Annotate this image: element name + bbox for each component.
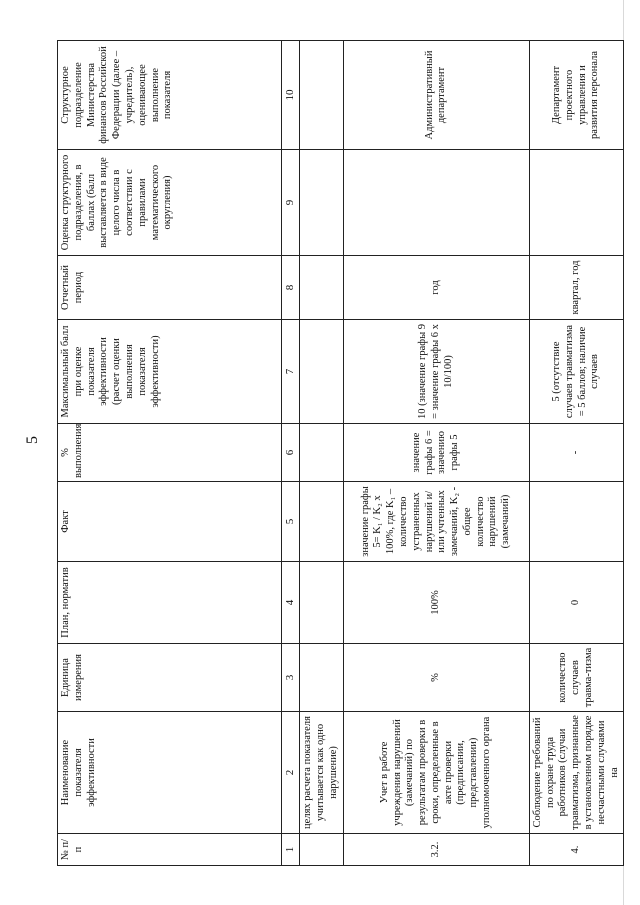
header-department: Структурное подразделение Министерства финансов Российской Федерации (далее – учредитель), оценивающее выполнение показателя bbox=[58, 41, 282, 150]
rotated-table-frame bbox=[57, 41, 620, 866]
unit-cell bbox=[300, 644, 343, 712]
column-number: 4 bbox=[282, 562, 300, 644]
max-score-cell bbox=[300, 320, 343, 424]
header-fact: Факт bbox=[58, 482, 282, 562]
department-cell bbox=[300, 41, 343, 150]
header-name: Наименование показателя эффективности bbox=[58, 712, 282, 834]
header-percent: % выполнения bbox=[58, 424, 282, 482]
header-unit: Единица измерения bbox=[58, 644, 282, 712]
period-cell: квартал, год bbox=[529, 256, 624, 320]
unit-cell: % bbox=[343, 644, 529, 712]
plan-cell bbox=[300, 562, 343, 644]
performance-indicators-table bbox=[57, 40, 624, 866]
plan-cell: 100% bbox=[343, 562, 529, 644]
indicator-name: целях расчета показателя учитывается как одно нарушение) bbox=[300, 712, 343, 834]
department-cell: Департамент проектного управления и развития персонала bbox=[529, 41, 624, 150]
fact-cell bbox=[529, 482, 624, 562]
row-number: 4. bbox=[529, 834, 624, 866]
table-row bbox=[343, 41, 529, 866]
column-number: 9 bbox=[282, 150, 300, 256]
score-cell bbox=[529, 150, 624, 256]
header-row bbox=[58, 41, 282, 866]
table-row bbox=[529, 41, 624, 866]
max-score-cell: 10 (значение графы 9 = значение графы 6 x 10/100) bbox=[343, 320, 529, 424]
score-cell bbox=[343, 150, 529, 256]
row-number: 3.2. bbox=[343, 834, 529, 866]
max-score-cell: 5 (отсутствие случаев травматизма = 5 баллов; наличие случаев bbox=[529, 320, 624, 424]
header-num: № п/п bbox=[58, 834, 282, 866]
header-score: Оценка структурного подразделения, в баллах (балл выставляется в виде целого числа в соответствии с правилами математического округления) bbox=[58, 150, 282, 256]
plan-cell: 0 bbox=[529, 562, 624, 644]
percent-cell: значение графы 6 = значению графы 5 bbox=[343, 424, 529, 482]
table-row bbox=[300, 41, 343, 866]
unit-cell: количество случаев травма-тизма bbox=[529, 644, 624, 712]
column-number: 6 bbox=[282, 424, 300, 482]
column-number-row bbox=[282, 41, 300, 866]
percent-cell: - bbox=[529, 424, 624, 482]
fact-cell bbox=[300, 482, 343, 562]
column-number: 2 bbox=[282, 712, 300, 834]
column-number: 3 bbox=[282, 644, 300, 712]
department-cell: Административный департамент bbox=[343, 41, 529, 150]
column-number: 7 bbox=[282, 320, 300, 424]
page-number: 5 bbox=[24, 436, 41, 444]
column-number: 1 bbox=[282, 834, 300, 866]
indicator-name: Учет в работе учреждения нарушений (замечаний) по результатам проверки в сроки, определенные в акте проверки (предписании, представлении) уполномоченного органа bbox=[343, 712, 529, 834]
column-number: 10 bbox=[282, 41, 300, 150]
row-number bbox=[300, 834, 343, 866]
header-period: Отчетный период bbox=[58, 256, 282, 320]
score-cell bbox=[300, 150, 343, 256]
period-cell: год bbox=[343, 256, 529, 320]
header-max-score: Максимальный балл при оценке показателя эффективности (расчет оценки выполнения показателя эффективности) bbox=[58, 320, 282, 424]
indicator-name: Соблюдение требований по охране труда работников (случаи травматизма, признанные в установленном порядке несчастными случаями на bbox=[529, 712, 624, 834]
column-number: 8 bbox=[282, 256, 300, 320]
column-number: 5 bbox=[282, 482, 300, 562]
period-cell bbox=[300, 256, 343, 320]
percent-cell bbox=[300, 424, 343, 482]
header-plan: План, норматив bbox=[58, 562, 282, 644]
fact-cell: значение графы 5= K₁ / K₂ x 100%, где K₁ – количество устраненных нарушений и/или учтенных замечаний, K₂ - общее количество нарушений (замечаний) bbox=[343, 482, 529, 562]
